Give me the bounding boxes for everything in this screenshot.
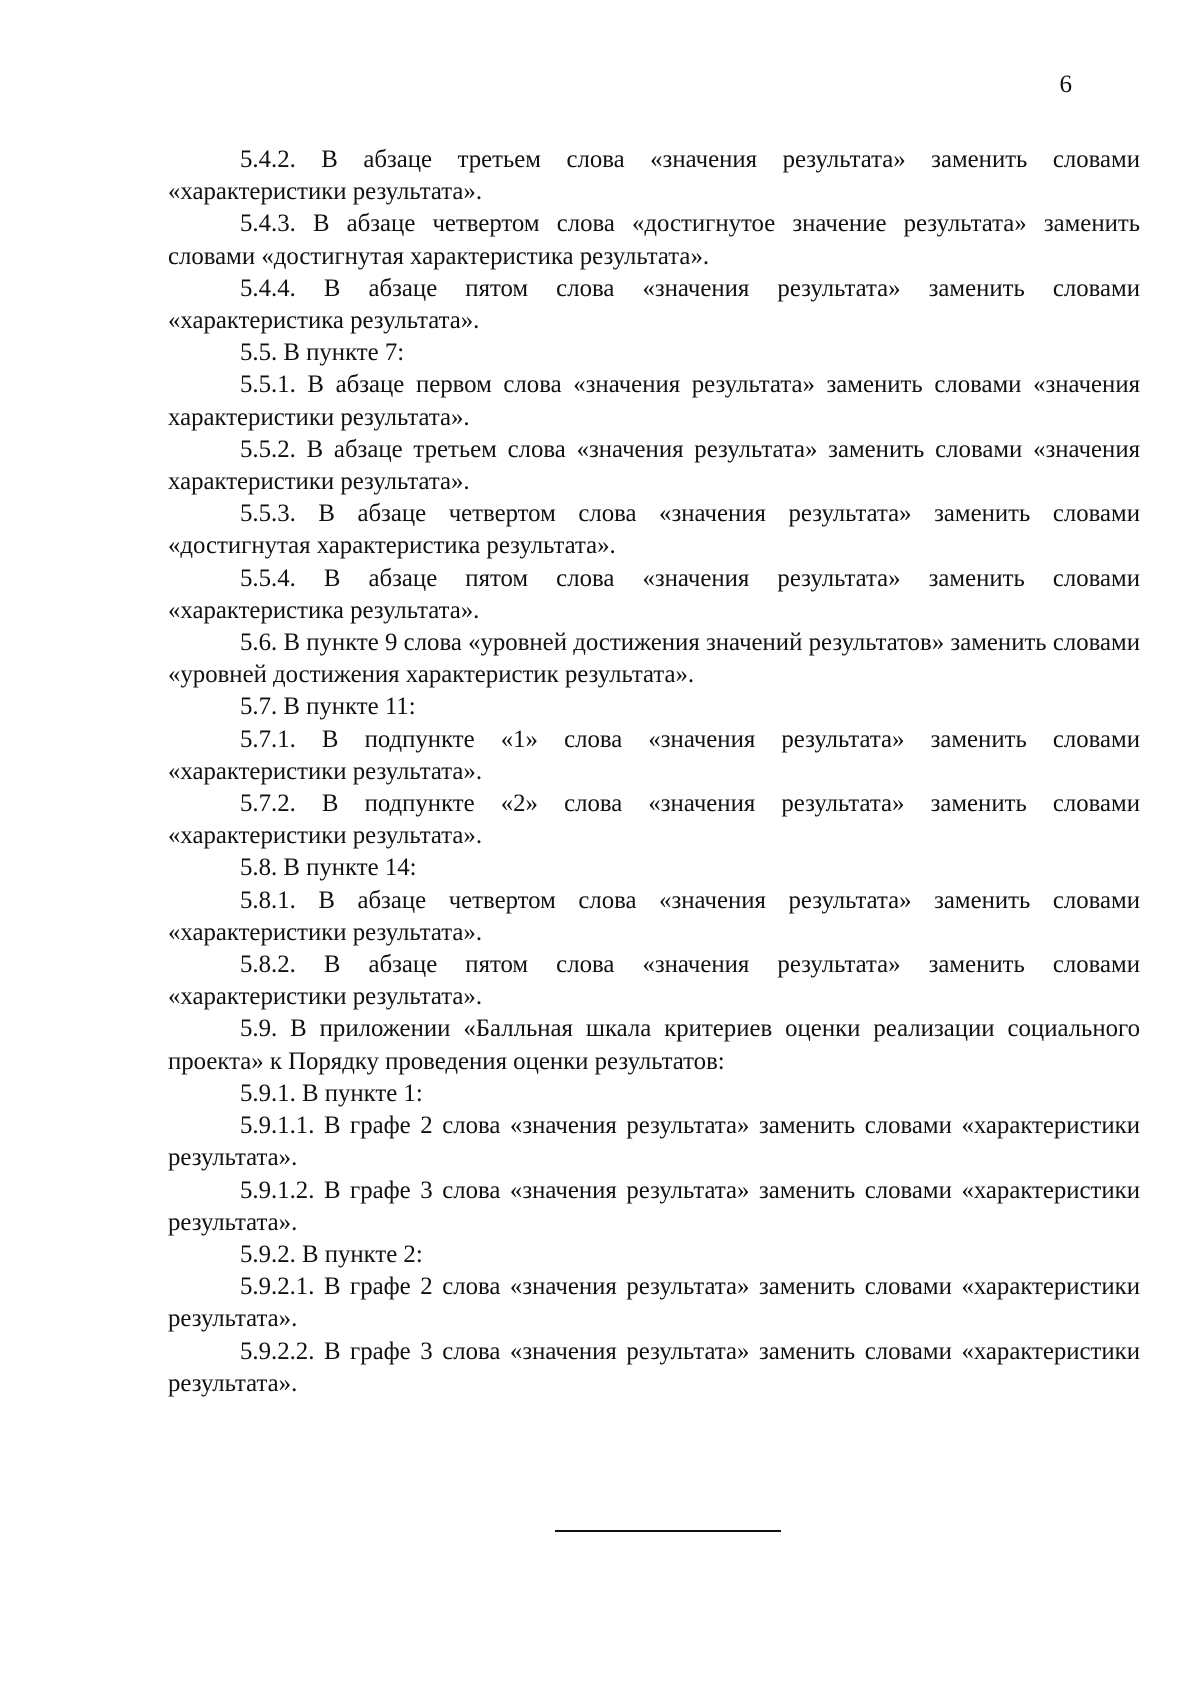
end-of-document-rule [555,1530,781,1532]
paragraph-5-8: 5.8. В пункте 14: [240,854,417,882]
paragraph-5-7-2: 5.7.2. В подпункте «2» слова «значения результата» заменить словами «характеристики результата». [168,790,1140,850]
paragraph-5-4-2: 5.4.2. В абзаце третьем слова «значения результата» заменить словами «характеристики результата». [168,146,1140,206]
paragraph-5-9-1-2: 5.9.1.2. В графе 3 слова «значения результата» заменить словами «характеристики результата». [168,1176,1140,1236]
paragraph-5-8-2: 5.8.2. В абзаце пятом слова «значения результата» заменить словами «характеристики результата». [168,951,1140,1011]
page-number: 6 [1059,71,1072,98]
paragraph-5-5-4: 5.5.4. В абзаце пятом слова «значения результата» заменить словами «характеристика результата». [168,564,1140,624]
paragraph-5-9-1-1: 5.9.1.1. В графе 2 слова «значения результата» заменить словами «характеристики результата». [168,1112,1140,1172]
paragraph-5-5-2: 5.5.2. В абзаце третьем слова «значения результата» заменить словами «значения характеристики результата». [168,435,1140,496]
paragraph-5-9-2: 5.9.2. В пункте 2: [240,1240,423,1268]
paragraph-5-9-1: 5.9.1. В пункте 1: [240,1079,423,1107]
paragraph-5-5: 5.5. В пункте 7: [240,339,405,367]
document-body [168,144,1140,1400]
paragraph-5-5-1: 5.5.1. В абзаце первом слова «значения результата» заменить словами «значения характеристики результата». [168,371,1140,431]
paragraph-5-8-1: 5.8.1. В абзаце четвертом слова «значения результата» заменить словами «характеристики результата». [168,886,1140,946]
paragraph-5-4-3: 5.4.3. В абзаце четвертом слова «достигнутое значение результата» заменить словами «достигнутая характеристика результата». [168,210,1140,270]
paragraph-5-7: 5.7. В пункте 11: [240,693,416,721]
paragraph-5-9-2-2: 5.9.2.2. В графе 3 слова «значения результата» заменить словами «характеристики результата». [168,1337,1140,1397]
paragraph-5-9: 5.9. В приложении «Балльная шкала критериев оценки реализации социального проекта» к Порядку проведения оценки результатов: [168,1015,1140,1075]
paragraph-5-7-1: 5.7.1. В подпункте «1» слова «значения результата» заменить словами «характеристики результата». [168,725,1140,785]
paragraph-5-6: 5.6. В пункте 9 слова «уровней достижения значений результатов» заменить словами «уровней достижения характеристик результата». [168,629,1140,689]
paragraph-5-9-2-1: 5.9.2.1. В графе 2 слова «значения результата» заменить словами «характеристики результата». [168,1273,1140,1333]
paragraph-5-5-3: 5.5.3. В абзаце четвертом слова «значения результата» заменить словами «достигнутая характеристика результата». [168,500,1140,560]
paragraph-5-4-4: 5.4.4. В абзаце пятом слова «значения результата» заменить словами «характеристика результата». [168,274,1140,335]
